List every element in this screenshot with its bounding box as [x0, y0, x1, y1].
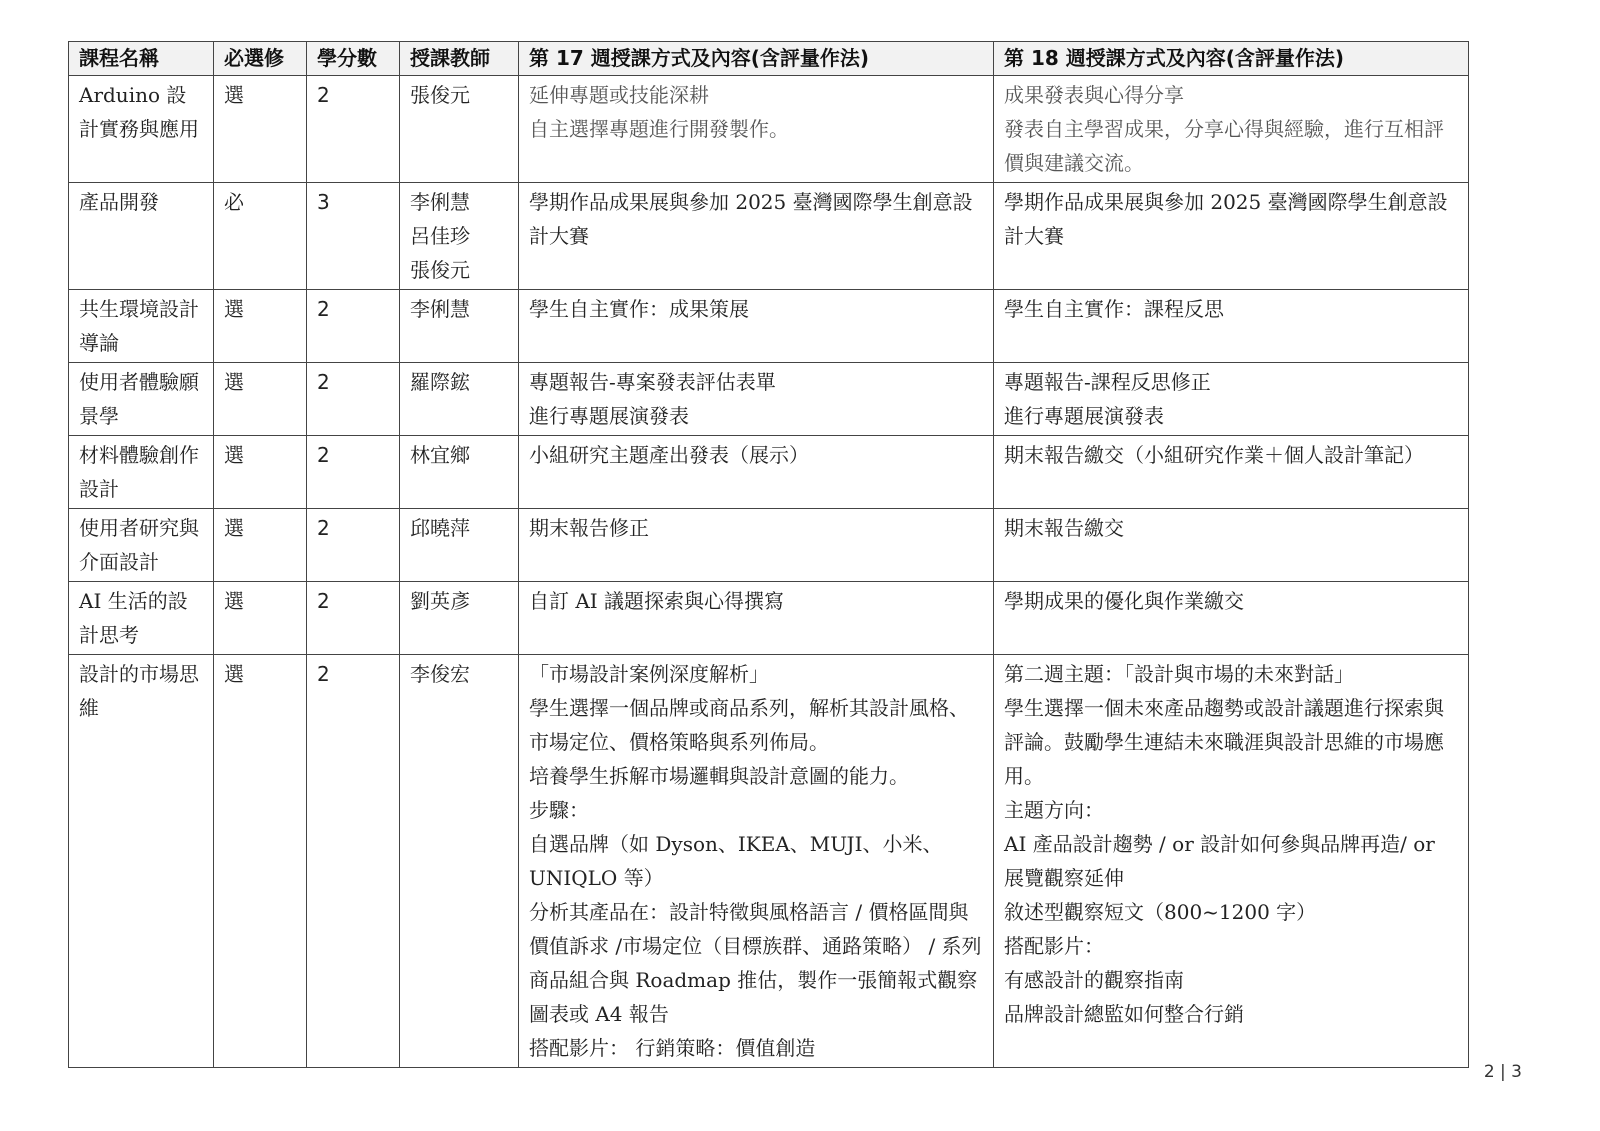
required-elective-cell: 選	[214, 582, 307, 655]
course-name-cell: 產品開發	[69, 183, 214, 290]
table-body	[69, 76, 1469, 1068]
week18-cell-line: 發表自主學習成果，分享心得與經驗，進行互相評價與建議交流。	[1004, 117, 1444, 175]
credits-cell: 2	[307, 436, 400, 509]
week18-cell-line: AI 產品設計趨勢 / or 設計如何參與品牌再造/ or 展覽觀察延伸	[1004, 832, 1435, 890]
week18-cell	[994, 436, 1469, 509]
header-teacher: 授課教師	[400, 42, 519, 76]
teacher-cell-line: 李俐慧	[410, 297, 470, 321]
week17-cell-line: 搭配影片： 行銷策略：價值創造	[529, 1036, 816, 1060]
header-credits: 學分數	[307, 42, 400, 76]
credits-cell: 2	[307, 509, 400, 582]
week18-cell	[994, 582, 1469, 655]
week17-cell-line: 自訂 AI 議題探索與心得撰寫	[529, 589, 785, 613]
credits-cell: 2	[307, 655, 400, 1068]
credits-cell: 2	[307, 582, 400, 655]
credits-cell: 2	[307, 76, 400, 183]
teacher-cell-line: 李俊宏	[410, 662, 470, 686]
course-name-cell: 設計的市場思維	[69, 655, 214, 1068]
teacher-cell	[400, 290, 519, 363]
teacher-cell-line: 邱曉萍	[410, 516, 470, 540]
week17-cell	[519, 76, 994, 183]
week17-cell	[519, 290, 994, 363]
teacher-cell	[400, 363, 519, 436]
week18-cell-line: 學期作品成果展與參加 2025 臺灣國際學生創意設計大賽	[1004, 190, 1448, 248]
week18-cell-line: 成果發表與心得分享	[1004, 83, 1184, 107]
week18-cell	[994, 183, 1469, 290]
week18-cell-line: 專題報告-課程反思修正	[1004, 370, 1211, 394]
week17-cell-line: 期末報告修正	[529, 516, 649, 540]
week18-cell	[994, 363, 1469, 436]
week18-cell-line: 學生自主實作：課程反思	[1004, 297, 1224, 321]
week17-cell-line: 步驟：	[529, 798, 589, 822]
table-row	[69, 582, 1469, 655]
week18-cell-line: 品牌設計總監如何整合行銷	[1004, 1002, 1244, 1026]
week17-cell-line: 學期作品成果展與參加 2025 臺灣國際學生創意設計大賽	[529, 190, 973, 248]
header-week17: 第 17 週授課方式及內容(含評量作法)	[519, 42, 994, 76]
table-header-row	[69, 42, 1469, 76]
table-row	[69, 436, 1469, 509]
required-elective-cell: 選	[214, 363, 307, 436]
week17-cell-line: 分析其產品在：設計特徵與風格語言 / 價格區間與價值訴求 /市場定位（目標族群、通路策略） / 系列商品組合與 Roadmap 推估，製作一張簡報式觀察圖表或 A4 報告	[529, 900, 982, 1026]
week17-cell-line: 學生自主實作：成果策展	[529, 297, 749, 321]
teacher-cell	[400, 655, 519, 1068]
week18-cell-line: 進行專題展演發表	[1004, 404, 1164, 428]
teacher-cell-line: 呂佳珍	[410, 224, 470, 248]
header-week18: 第 18 週授課方式及內容(含評量作法)	[994, 42, 1469, 76]
week17-cell-line: 專題報告-專案發表評估表單	[529, 370, 776, 394]
table-row	[69, 509, 1469, 582]
teacher-cell-line: 李俐慧	[410, 190, 470, 214]
week18-cell-line: 期末報告繳交（小組研究作業＋個人設計筆記）	[1004, 443, 1424, 467]
week17-cell	[519, 655, 994, 1068]
week17-cell-line: 培養學生拆解市場邏輯與設計意圖的能力。	[529, 764, 909, 788]
credits-cell: 3	[307, 183, 400, 290]
table-row	[69, 363, 1469, 436]
teacher-cell-line: 張俊元	[410, 83, 470, 107]
week17-cell-line: 小組研究主題產出發表（展示）	[529, 443, 809, 467]
course-name-cell: 使用者研究與介面設計	[69, 509, 214, 582]
week17-cell-line: 自主選擇專題進行開發製作。	[529, 117, 789, 141]
course-name-cell: 共生環境設計導論	[69, 290, 214, 363]
week18-cell-line: 敘述型觀察短文（800~1200 字）	[1004, 900, 1317, 924]
week18-cell	[994, 509, 1469, 582]
week18-cell	[994, 76, 1469, 183]
course-name-cell: 使用者體驗願景學	[69, 363, 214, 436]
week18-cell	[994, 290, 1469, 363]
week18-cell-line: 搭配影片：	[1004, 934, 1104, 958]
week18-cell	[994, 655, 1469, 1068]
required-elective-cell: 選	[214, 290, 307, 363]
teacher-cell-line: 羅際鋐	[410, 370, 470, 394]
week17-cell-line: 延伸專題或技能深耕	[529, 83, 709, 107]
required-elective-cell: 必	[214, 183, 307, 290]
course-schedule-table	[68, 41, 1469, 1068]
credits-cell: 2	[307, 363, 400, 436]
table-row	[69, 290, 1469, 363]
week18-cell-line: 學期成果的優化與作業繳交	[1004, 589, 1244, 613]
required-elective-cell: 選	[214, 509, 307, 582]
teacher-cell	[400, 76, 519, 183]
week17-cell	[519, 582, 994, 655]
week17-cell-line: 學生選擇一個品牌或商品系列，解析其設計風格、市場定位、價格策略與系列佈局。	[529, 696, 969, 754]
week18-cell-line: 期末報告繳交	[1004, 516, 1124, 540]
week18-cell-line: 學生選擇一個未來產品趨勢或設計議題進行探索與評論。鼓勵學生連結未來職涯與設計思維的市場應用。	[1004, 696, 1444, 788]
required-elective-cell: 選	[214, 436, 307, 509]
teacher-cell	[400, 436, 519, 509]
week17-cell-line: 進行專題展演發表	[529, 404, 689, 428]
teacher-cell	[400, 183, 519, 290]
teacher-cell-line: 張俊元	[410, 258, 470, 282]
required-elective-cell: 選	[214, 76, 307, 183]
header-required-elective: 必選修	[214, 42, 307, 76]
page-number: 2 | 3	[1483, 1062, 1522, 1082]
table-row	[69, 183, 1469, 290]
week17-cell-line: 自選品牌（如 Dyson、IKEA、MUJI、小米、UNIQLO 等）	[529, 832, 943, 890]
course-name-cell: Arduino 設計實務與應用	[69, 76, 214, 183]
teacher-cell	[400, 582, 519, 655]
header-course-name: 課程名稱	[69, 42, 214, 76]
table-row	[69, 76, 1469, 183]
week17-cell	[519, 363, 994, 436]
teacher-cell	[400, 509, 519, 582]
course-name-cell: 材料體驗創作設計	[69, 436, 214, 509]
week18-cell-line: 有感設計的觀察指南	[1004, 968, 1184, 992]
course-name-cell: AI 生活的設計思考	[69, 582, 214, 655]
teacher-cell-line: 劉英彥	[410, 589, 470, 613]
week18-cell-line: 第二週主題：「設計與市場的未來對話」	[1004, 662, 1354, 686]
required-elective-cell: 選	[214, 655, 307, 1068]
credits-cell: 2	[307, 290, 400, 363]
table-row	[69, 655, 1469, 1068]
week17-cell	[519, 509, 994, 582]
week17-cell-line: 「市場設計案例深度解析」	[529, 662, 769, 686]
teacher-cell-line: 林宜鄉	[410, 443, 470, 467]
week18-cell-line: 主題方向：	[1004, 798, 1104, 822]
week17-cell	[519, 183, 994, 290]
week17-cell	[519, 436, 994, 509]
